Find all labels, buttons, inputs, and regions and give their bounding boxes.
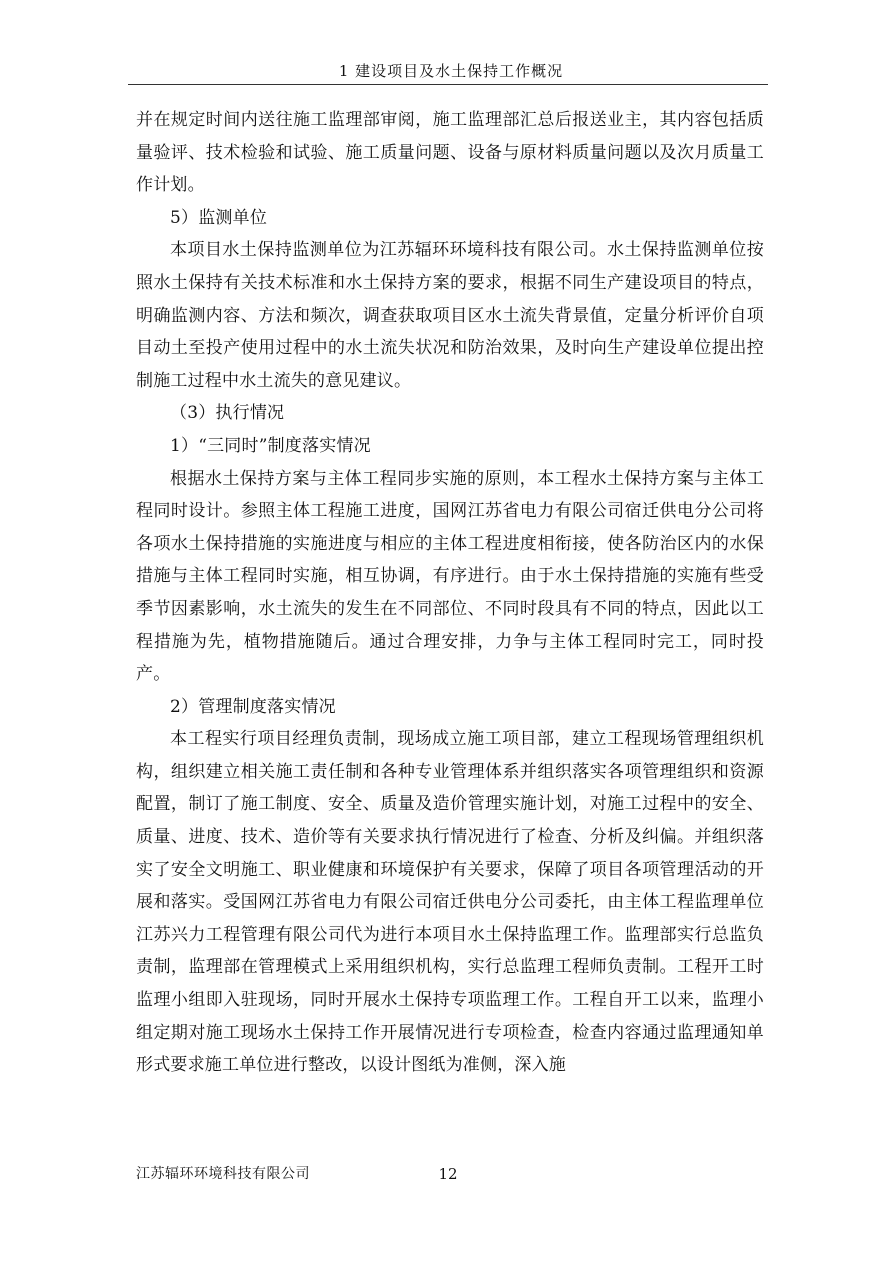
page-header-title: 1 建设项目及水土保持工作概况 bbox=[338, 62, 564, 80]
paragraph: 本工程实行项目经理负责制，现场成立施工项目部，建立工程现场管理组织机构，组织建立相关施工责任制和各种专业管理体系并组织落实各项管理组织和资源配置，制订了施工制度、安全、质量及造价管理实施计划，对施工过程中的安全、质量、进度、技术、造价等有关要求执行情况进行了检查、分析及纠偏。并组织落实了安全文明施工、职业健康和环境保护有关要求，保障了项目各项管理活动的开展和落实。受国网江苏省电力有限公司宿迁供电分公司委托，由主体工程监理单位江苏兴力工程管理有限公司代为进行本项目水土保持监理工作。监理部实行总监负责制，监理部在管理模式上采用组织机构，实行总监理工程师负责制。工程开工时监理小组即入驻现场，同时开展水土保持专项监理工作。工程自开工以来，监理小组定期对施工现场水土保持工作开展情况进行专项检查，检查内容通过监理通知单形式要求施工单位进行整改，以设计图纸为准侧，深入施 bbox=[136, 729, 764, 1076]
footer-company: 江苏辐环环境科技有限公司 bbox=[136, 1166, 310, 1182]
section-heading-management-system: 2）管理制度落实情况 bbox=[170, 696, 336, 717]
body-text bbox=[136, 104, 764, 1082]
paragraph: 根据水土保持方案与主体工程同步实施的原则，本工程水土保持方案与主体工程同时设计。参照主体工程施工进度，国网江苏省电力有限公司宿迁供电分公司将各项水土保持措施的实施进度与相应的主体工程进度相衔接，使各防治区内的水保措施与主体工程同时实施，相互协调，有序进行。由于水土保持措施的实施有些受季节因素影响，水土流失的发生在不同部位、不同时段具有不同的特点，因此以工程措施为先，植物措施随后。通过合理安排，力争与主体工程同时完工，同时投产。 bbox=[136, 468, 764, 685]
paragraph: 本项目水土保持监测单位为江苏辐环环境科技有限公司。水土保持监测单位按照水土保持有关技术标准和水土保持方案的要求，根据不同生产建设项目的特点，明确监测内容、方法和频次，调查获取项目区水土流失背景值，定量分析评价自项目动土至投产使用过程中的水土流失状况和防治效果，及时向生产建设单位提出控制施工过程中水土流失的意见建议。 bbox=[136, 240, 764, 391]
paragraph: 并在规定时间内送往施工监理部审阅，施工监理部汇总后报送业主，其内容包括质量验评、技术检验和试验、施工质量问题、设备与原材料质量问题以及次月质量工作计划。 bbox=[136, 110, 764, 196]
header-divider bbox=[128, 84, 768, 85]
page-number: 12 bbox=[438, 1165, 458, 1183]
section-heading-execution: （3）执行情况 bbox=[170, 403, 285, 424]
section-heading-three-simultaneous: 1）“三同时”制度落实情况 bbox=[170, 435, 371, 456]
section-heading-monitoring-unit: 5）监测单位 bbox=[170, 207, 268, 228]
